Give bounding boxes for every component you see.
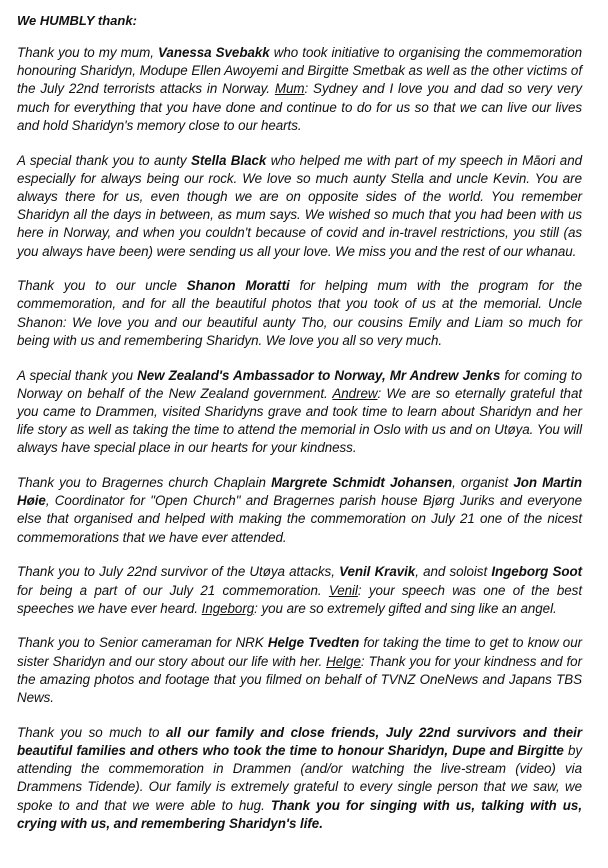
bold-name: Vanessa Svebakk <box>158 45 270 60</box>
text-run: Thank you to Senior cameraman for NRK <box>17 635 268 651</box>
paragraph <box>17 634 582 707</box>
text-run: Thank you to Bragernes church Chaplain <box>17 475 272 491</box>
addressee-label: Mum <box>274 81 305 97</box>
paragraph <box>17 474 582 547</box>
text-run: who helped me with part of my speech in Māori and especially for always being our rock. We love so much aunty Stella and uncle Kevin. You are always there for us, even though we are on opposite sides of the world. You remember Sharidyn all the days in between, as mum says. We wished so much that you had been with us here in Norway, and when you couldn't because of covid and in-travel restrictions, you still (as you always have been) were sending us all your love. We miss you and the rest of our whanau. <box>17 152 582 259</box>
text-run: , organist <box>452 475 514 491</box>
text-run: Thank you to July 22nd survivor of the Utøya attacks, <box>17 564 340 580</box>
text-run: : your speech was one of the best speeches we have ever heard. <box>17 582 582 616</box>
text-run: for being a part of our July 21 commemoration. <box>17 582 329 598</box>
text-run: A special thank you to aunty <box>17 152 191 168</box>
text-run: , and soloist <box>415 564 492 580</box>
text-run: : Thank you for your kindness and for the amazing photos and footage that you filmed on behalf of TVNZ OneNews and Japans TBS News. <box>17 653 582 706</box>
text-run: : you are so extremely gifted and sing like an angel. <box>254 600 557 616</box>
addressee-label: Ingeborg <box>201 600 255 616</box>
text-run: Thank you to our uncle <box>17 278 187 294</box>
text-run: : Sydney and I love you and dad so very very much for everything that you have done and continue to do for us so that we can live our lives and hold Sharidyn's memory close to our hearts. <box>17 81 582 133</box>
text-run: Thank you to my mum, <box>17 45 159 60</box>
addressee-label: Venil <box>328 582 358 598</box>
paragraph <box>17 44 582 135</box>
bold-name: Jon Martin Høie <box>17 475 583 509</box>
text-run: A special thank you <box>17 367 138 383</box>
bold-name: Margrete Schmidt Johansen <box>271 475 453 491</box>
addressee-label: Andrew <box>332 385 378 401</box>
bold-name: Shanon Moratti <box>186 278 290 294</box>
text-run: Thank you so much to <box>17 724 167 740</box>
bold-name: New Zealand's Ambassador to Norway, Mr Andrew Jenks <box>137 367 501 383</box>
addressee-label: Helge <box>326 653 361 669</box>
paragraph <box>17 277 582 350</box>
text-run: , Coordinator for "Open Church" and Bragernes parish house Bjørg Juriks and everyone else that organised and helped with making the commemoration on July 21 one of the nicest commemorations that we have ever attended. <box>17 493 582 545</box>
document-heading: We HUMBLY thank: <box>17 13 137 28</box>
paragraph <box>17 367 582 458</box>
text-run: : We are so eternally grateful that you came to Drammen, visited Sharidyns grave and took time to learn about Sharidyn and her life story as well as taking the time to attend the memorial in Oslo with us and on Utøya. You will always have special place in our hearts for your kindness. <box>17 385 583 456</box>
text-run: for taking the time to get to know our sister Sharidyn and our story about our life with her. <box>17 635 583 669</box>
bold-name: all our family and close friends, July 22nd survivors and their beautiful families and others who took the time to honour Sharidyn, Dupe and Birgitte <box>17 724 582 758</box>
paragraph <box>17 724 582 833</box>
bold-name: Helge Tvedten <box>267 635 360 651</box>
paragraph <box>17 563 582 618</box>
bold-name: Stella Black <box>190 152 267 168</box>
text-run: for coming to Norway on behalf of the New Zealand government. <box>17 367 582 401</box>
paragraph-list <box>17 44 582 833</box>
paragraph <box>17 152 582 261</box>
text-run: by attending the commemoration in Drammen (and/or watching the live-stream (video) via Drammens Tidende). Our family is extremely grateful to every single person that we saw, we spoke to and that we were able to hug. <box>17 743 582 813</box>
text-run: for helping mum with the program for the commemoration, and for all the beautiful photos that you took of us at the memorial. Uncle Shanon: We love you and our beautiful aunty Tho, our cousins Emily and Liam so much for being with us and remembering Sharidyn. We love you all so very much. <box>17 278 582 348</box>
text-run: who took initiative to organising the commemoration honouring Sharidyn, Modupe Ellen Awoyemi and Birgitte Smetbak as well as the other victims of the July 22nd terrorists attacks in Norway. <box>17 45 582 97</box>
bold-name: Thank you for singing with us, talking with us, crying with us, and remembering Sharidyn's life. <box>17 797 582 831</box>
bold-name: Venil Kravik <box>339 564 416 580</box>
bold-name: Ingeborg Soot <box>491 564 583 580</box>
